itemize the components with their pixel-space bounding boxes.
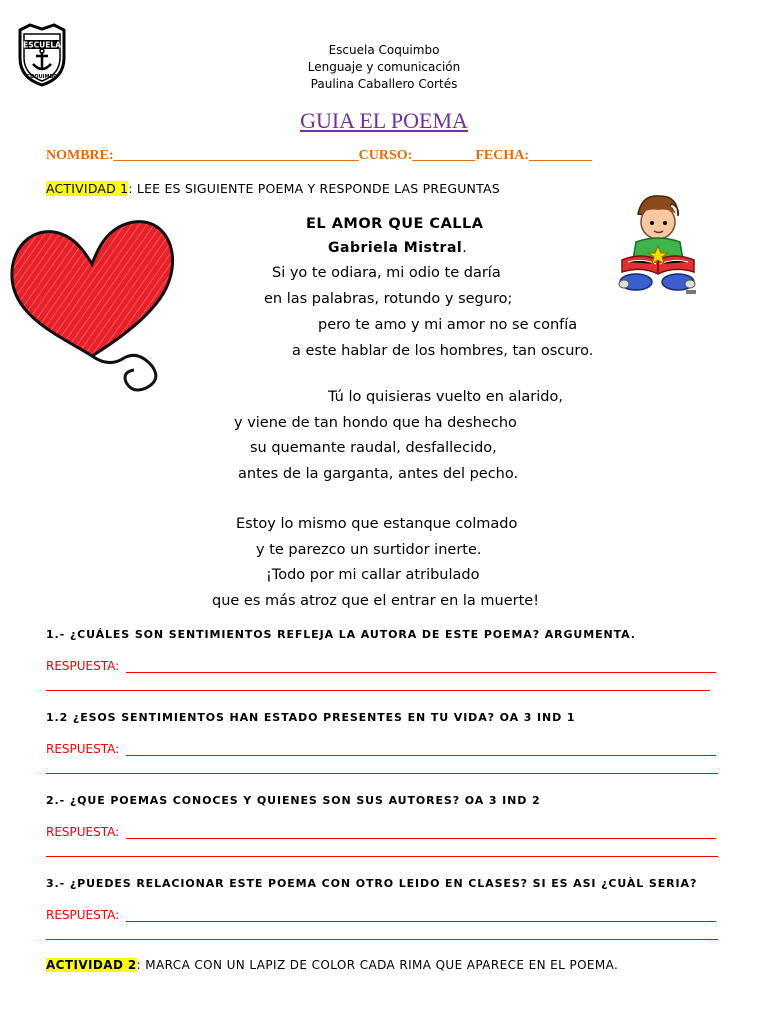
- subject-name: Lenguaje y comunicación: [307, 60, 461, 74]
- activity-2-text: : MARCA CON UN LAPIZ DE COLOR CADA RIMA QUE APARECE EN EL POEMA.: [136, 958, 619, 972]
- response-2-label: RESPUESTA:: [46, 742, 120, 756]
- response-1-line-2[interactable]: [46, 690, 710, 691]
- poem-author-name: Gabriela Mistral: [328, 240, 463, 256]
- poem-line: Estoy lo mismo que estanque colmado: [236, 516, 518, 532]
- activity-2-instruction: [46, 958, 618, 972]
- poem-line: que es más atroz que el entrar en la muerte!: [212, 593, 540, 609]
- question-3: 3.- ¿PUEDES RELACIONAR ESTE POEMA CON OTRO LEIDO EN CLASES? SI ES ASI ¿CUÀL SERIA?: [46, 877, 698, 890]
- activity-2-label: ACTIVIDAD 2: [46, 958, 137, 972]
- child-reading-icon: [612, 188, 702, 298]
- poem-line: su quemante raudal, desfallecido,: [250, 440, 497, 456]
- response-2-line-2[interactable]: [46, 773, 718, 774]
- response-3-line-2[interactable]: [46, 856, 718, 857]
- response-4-label: RESPUESTA:: [46, 908, 120, 922]
- response-1-line-1[interactable]: [126, 672, 716, 673]
- activity-1-label: ACTIVIDAD 1: [46, 181, 129, 196]
- svg-text:ESCUELA: ESCUELA: [23, 40, 61, 50]
- question-2: 2.- ¿QUE POEMAS CONOCES Y QUIENES SON SUS AUTORES? OA 3 IND 2: [46, 794, 541, 807]
- poem-line: a este hablar de los hombres, tan oscuro.: [292, 343, 594, 359]
- poem-line: Si yo te odiara, mi odio te daría: [272, 265, 501, 281]
- response-1-label: RESPUESTA:: [46, 659, 120, 673]
- question-1: 1.- ¿CUÁLES SON SENTIMIENTOS REFLEJA LA AUTORA DE ESTE POEMA? ARGUMENTA.: [46, 628, 636, 641]
- activity-1-text: : LEE ES SIGUIENTE POEMA Y RESPONDE LAS PREGUNTAS: [128, 181, 500, 196]
- svg-text:COQUIMBO: COQUIMBO: [26, 74, 58, 80]
- response-3-label: RESPUESTA:: [46, 825, 120, 839]
- heart-illustration: [4, 208, 180, 398]
- question-1-2: 1.2 ¿ESOS SENTIMIENTOS HAN ESTADO PRESENTES EN TU VIDA? OA 3 IND 1: [46, 711, 576, 724]
- poem-author-suffix: .: [462, 240, 468, 256]
- response-4-line-1[interactable]: [126, 921, 716, 922]
- poem-line: en las palabras, rotundo y seguro;: [264, 291, 513, 307]
- poem-line: y te parezco un surtidor inerte.: [256, 542, 482, 558]
- poem-author: [328, 240, 467, 256]
- poem-line: antes de la garganta, antes del pecho.: [238, 466, 519, 482]
- poem-line: Tú lo quisieras vuelto en alarido,: [328, 389, 563, 405]
- response-1[interactable]: [46, 659, 716, 673]
- activity-1-instruction: [46, 181, 500, 196]
- teacher-name: Paulina Caballero Cortés: [310, 77, 458, 91]
- response-4[interactable]: [46, 908, 716, 922]
- response-2-line-1[interactable]: [126, 755, 716, 756]
- student-form-row[interactable]: NOMBRE:___________________________________CURSO:_________FECHA:_________: [46, 148, 592, 163]
- child-reading-illustration: [612, 188, 702, 298]
- response-3-line-1[interactable]: [126, 838, 716, 839]
- page-title: GUIA EL POEMA: [300, 108, 468, 133]
- response-4-line-2[interactable]: [46, 939, 718, 940]
- response-3[interactable]: [46, 825, 716, 839]
- poem-line: pero te amo y mi amor no se confía: [318, 317, 578, 333]
- poem-line: y viene de tan hondo que ha deshecho: [234, 415, 517, 431]
- school-name: Escuela Coquimbo: [328, 43, 440, 57]
- school-logo: [14, 22, 70, 88]
- poem-line: ¡Todo por mi callar atribulado: [266, 567, 480, 583]
- heart-icon: [4, 208, 180, 398]
- response-2[interactable]: [46, 742, 716, 756]
- poem-title: EL AMOR QUE CALLA: [306, 216, 484, 232]
- shield-icon: [14, 22, 70, 88]
